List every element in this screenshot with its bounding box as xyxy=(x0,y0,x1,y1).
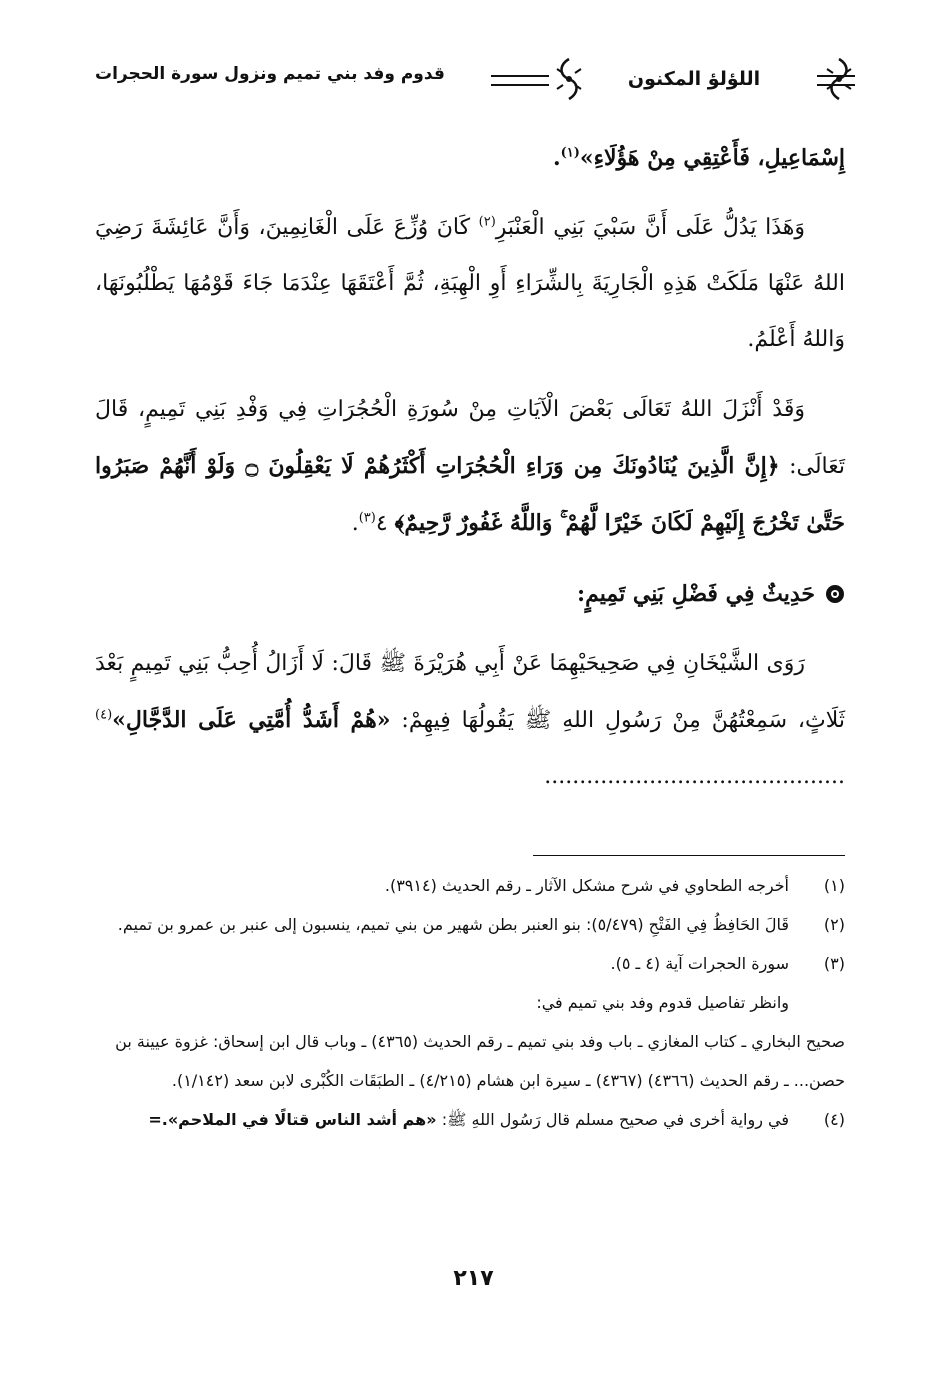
footnote-ref-3[interactable]: (٣) xyxy=(358,510,376,526)
section-heading-text: حَدِيثٌ فِي فَضْلِ بَنِي تَمِيمٍ: xyxy=(577,581,815,607)
page-number: ٢١٧ xyxy=(453,1266,494,1291)
footnote-text: قَالَ الحَافِظُ فِي الفَتْحِ (٥/٤٧٩): بنو العنبر بطن شهير من بني تميم، ينسبون إلى عنبر بن عمرو بن تميم. xyxy=(117,915,789,934)
footnote-text xyxy=(95,1100,789,1139)
footnote-4-quote: «هم أشد الناس قتالًا في الملاحم».= xyxy=(148,1110,437,1129)
footnote-references: صحيح البخاري ـ كتاب المغازي ـ باب وفد بني تميم ـ رقم الحديث (٤٣٦٥) ـ وباب قال ابن إسحاق: غزوة عيينة بن حصن... ـ رقم الحديث (٤٣٦٦) (٤٣٦٧) ـ سيرة ابن هشام (٤/٢١٥) ـ الطبَقَات الكُبْرى لابن سعد (١/١٤٢). xyxy=(115,1032,845,1090)
section-heading xyxy=(95,566,845,622)
footnote-ref-1[interactable]: (١) xyxy=(560,145,580,161)
book-title: اللؤلؤ المكنون xyxy=(627,68,761,90)
footnote-ref-4[interactable]: (٤) xyxy=(95,707,113,723)
period: . xyxy=(552,145,561,171)
paragraph-3 xyxy=(95,382,845,552)
chapter-title: قدوم وفد بني تميم ونزول سورة الحجرات xyxy=(95,64,445,84)
main-text xyxy=(95,130,845,805)
paragraph-1 xyxy=(95,130,845,186)
footnote-item xyxy=(95,905,845,944)
continuation-dots: ........................................... xyxy=(544,764,845,789)
header-rule-middle xyxy=(491,75,549,86)
footnote-see-also: وانظر تفاصيل قدوم وفد بني تميم في: xyxy=(536,993,789,1012)
footnote-item xyxy=(95,866,845,905)
footnote-number: (٣) xyxy=(823,954,845,973)
footnote-separator xyxy=(533,855,845,856)
hadith-continuation: إِسْمَاعِيلِ، فَأَعْتِقِي مِنْ هَؤُلَاءِ» xyxy=(579,145,845,171)
footnote-item xyxy=(95,1100,845,1139)
footnotes xyxy=(95,866,845,1139)
paragraph-2-rest: كَانَ وُزِّعَ عَلَى الْغَانِمِينَ، وَأَنَّ عَائِشَةَ رَضِيَ اللهُ عَنْهَا مَلَكَتْ هَذِهِ الْجَارِيَةَ بِالشِّرَاءِ أَوِ الْهِبَةِ، ثُمَّ أَعْتَقَهَا عِنْدَمَا جَاءَ قَوْمُهَا يَطْلُبُونَهَا، وَاللهُ أَعْلَمُ. xyxy=(95,215,845,352)
footnote-number: (٢) xyxy=(823,915,845,934)
paragraph-4-text: رَوَى الشَّيْخَانِ فِي صَحِيحَيْهِمَا عَنْ أَبِي هُرَيْرَةَ ﷺ قَالَ: لَا أَزَالُ أُحِبُّ بَنِي تَمِيمٍ بَعْدَ ثَلَاثٍ، سَمِعْتُهُنَّ مِنْ رَسُولِ اللهِ ﷺ يَقُولُهَا فِيهِمْ: xyxy=(95,651,845,733)
flower-bullet-icon xyxy=(825,584,845,604)
running-header xyxy=(95,55,855,105)
footnote-text: سورة الحجرات آية (٤ ـ ٥). xyxy=(610,954,789,973)
hadith-quote: «هُمْ أَشَدُّ أُمَّتِي عَلَى الدَّجَّالِ» xyxy=(112,707,391,733)
ornament-mid-icon xyxy=(553,55,585,103)
period: . xyxy=(351,511,359,536)
ornament-right-icon xyxy=(823,55,855,103)
footnote-ref-2[interactable]: (٢) xyxy=(478,214,496,230)
quran-verse: ﴿إِنَّ الَّذِينَ يُنَادُونَكَ مِن وَرَاءِ الْحُجُرَاتِ أَكْثَرُهُمْ لَا يَعْقِلُونَ ۝ وَلَوْ أَنَّهُمْ صَبَرُوا حَتَّىٰ تَخْرُجَ إِلَيْهِمْ لَكَانَ خَيْرًا لَّهُمْ ۚ وَاللَّهُ غَفُورٌ رَّحِيمٌ﴾ xyxy=(95,453,845,536)
verse-number-marker: ٤ xyxy=(375,511,388,536)
footnote-text: أخرجه الطحاوي في شرح مشكل الآثار ـ رقم الحديث (٣٩١٤). xyxy=(384,876,789,895)
paragraph-2-start: وَهَذَا يَدُلُّ عَلَى أَنَّ سَبْيَ بَنِي الْعَنْبَرِ xyxy=(495,215,805,240)
footnote-4-text: في رواية أخرى في صحيح مسلم قال رَسُول اللهِ ﷺ: xyxy=(441,1110,789,1129)
paragraph-3-text: وَقَدْ أَنْزَلَ اللهُ تَعَالَى بَعْضَ الْآيَاتِ مِنْ سُورَةِ الْحُجُرَاتِ فِي وَفْدِ بَنِي تَمِيمٍ، قَالَ تَعَالَى: xyxy=(95,397,845,479)
paragraph-4 xyxy=(95,636,845,805)
footnote-number: (١) xyxy=(823,876,845,895)
footnote-item xyxy=(95,944,845,983)
footnote-number: (٤) xyxy=(823,1110,845,1129)
paragraph-2 xyxy=(95,200,845,368)
